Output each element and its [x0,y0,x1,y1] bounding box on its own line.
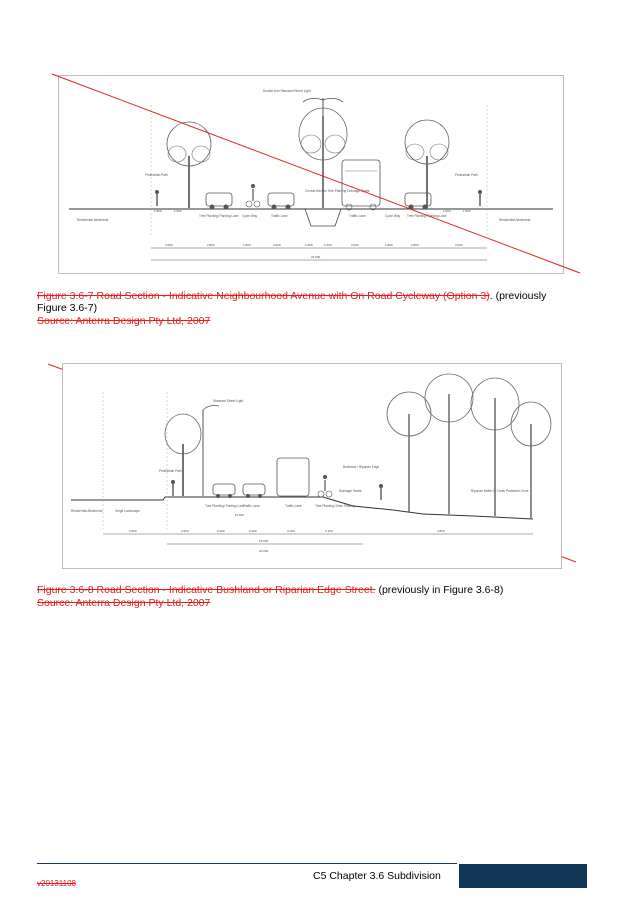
figure-2-caption-struck: Figure 3.6-8 Road Section - Indicative Bushland or Riparian Edge Street. [37,584,376,596]
dim: 1.800 [243,243,251,247]
dimension-labels-2 [129,513,445,553]
dim: 3.100 [287,529,295,533]
bushland-trees [387,374,551,518]
label-buffer: Riparian Buffer to Creek Protection Zone [471,489,529,493]
pedestrian-left-icon [171,480,175,496]
dim: 1.500 [174,209,182,213]
figure-2-road-section [62,363,562,569]
label-light: Standard Street Light [213,399,244,403]
dim: 11.500 [235,513,244,517]
label-cycle-left: Cycle Way [242,214,258,218]
dim: 3.100 [325,529,333,533]
dim: 3.000 [165,243,173,247]
label-path-right: Pedestrian Path [455,173,478,177]
label-traffic-left: Traffic Lane [243,504,260,508]
label-traffic-right: Traffic Lane [285,504,302,508]
footer-title: C5 Chapter 3.6 Subdivision [313,870,441,882]
label-cycle-right: Cycle Way [385,214,401,218]
figure-2-caption-plain: (previously in Figure 3.6-8) [375,584,504,596]
dim: 3.500 [181,529,189,533]
dim: 3.000 [351,243,359,247]
label-verge: Verge Landscape [115,509,140,513]
label-parking-right: Tree Planting/ Parking Lane [407,214,447,218]
label-traffic-left: Traffic Lane [271,214,288,218]
dim: 1.500 [463,209,471,213]
pedestrian-right-icon [379,484,383,500]
strike-line-figure-1 [52,74,580,273]
footer-version: v20131108 [37,879,76,888]
dim: 22.500 [311,255,321,259]
street-light [203,406,219,497]
car-left [213,484,235,498]
bus-icon [277,458,309,496]
figure-2-source: Source: Anterra Design Pty Ltd, 2007 [37,597,211,609]
figure-2-drawing [63,364,561,568]
figure-1-source: Source: Anterra Design Pty Ltd, 2007 [37,315,211,327]
label-median: Central Median Tree Planting Drainage Swale [305,189,370,193]
dim: 1.000 [305,243,313,247]
dim: 20.000 [259,549,269,553]
cyclist-icon [318,475,332,497]
dim: 15.000 [259,539,269,543]
figure-1-caption-plain: . (previously Figure 3.6-7) [37,290,547,314]
label-res: Residential Allotments [71,509,103,513]
dim: 3.000 [273,243,281,247]
label-parking-right: Tree Planting/ Drive Parking [315,504,355,508]
car-centre [243,484,265,498]
tree-left [165,414,201,496]
label-parking-left: Tree Planting/ Parking Lane [199,214,239,218]
label-light: Double Arm Standard Street Light [263,89,311,93]
dim: 1.500 [443,209,451,213]
label-path-left: Pedestrian Path [145,173,168,177]
label-res-right: Residential Allotments [499,218,531,222]
dim: 3.100 [249,529,257,533]
dim: 3.000 [455,243,463,247]
dim: 2.800 [207,243,215,247]
dim: 2.800 [411,243,419,247]
label-res-left: Residential Allotments [77,218,109,222]
label-drainage: Drainage Swale [339,489,362,493]
figure-2-caption [37,584,577,596]
dim: 1.000 [324,243,332,247]
dim: 1.800 [385,243,393,247]
dim: 3.100 [217,529,225,533]
label-bushland: Bushland / Riparian Edge [343,465,380,469]
dim: 3.500 [129,529,137,533]
dim: 4.800 [437,529,445,533]
footer-brand-box [459,864,587,888]
dim: 1.500 [154,209,162,213]
label-traffic-right: Traffic Lane [349,214,366,218]
figure-1-caption-struck: Figure 3.6-7 Road Section - Indicative Neighbourhood Avenue with On Road Cycleway (Option 3) [37,290,490,302]
figure-1-caption [37,290,577,314]
ground-profile [71,497,533,519]
label-path: Pedestrian Path [159,469,182,473]
label-parking: Tree Planting/ Parking Lane [205,504,245,508]
footer-rule [37,863,457,864]
